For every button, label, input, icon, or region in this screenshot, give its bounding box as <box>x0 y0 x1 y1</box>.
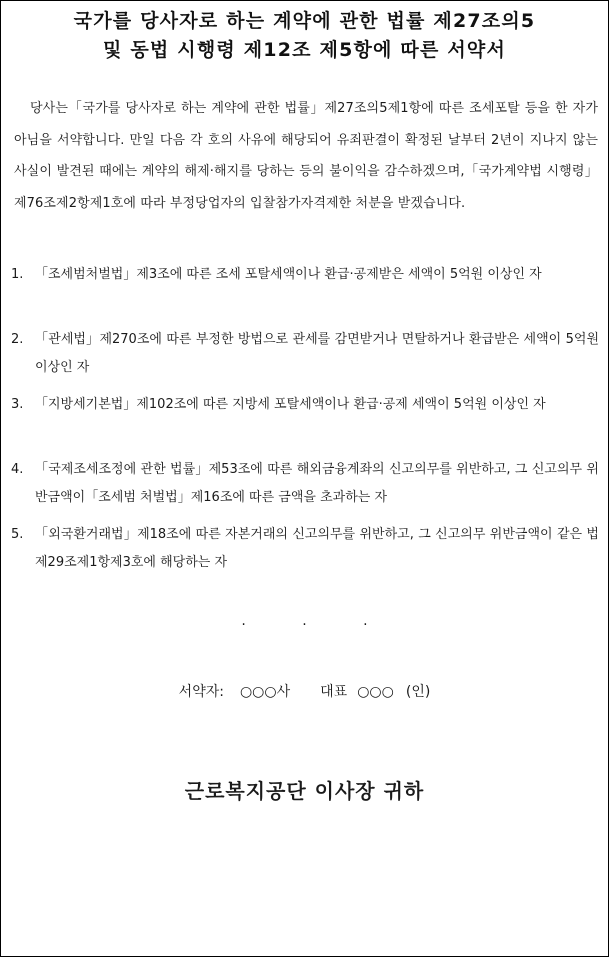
item-number: 4. <box>11 462 24 477</box>
item-number: 1. <box>11 267 24 282</box>
item-number: 3. <box>11 397 24 412</box>
title-line-1: 국가를 당사자로 하는 계약에 관한 법률 제27조의5 <box>73 10 536 32</box>
date-placeholder: . . . <box>241 613 394 629</box>
list-item <box>11 391 599 447</box>
document-title <box>1 7 608 65</box>
representative-name: ○○○ <box>357 684 394 700</box>
title-line-2: 및 동법 시행령 제12조 제5항에 따른 서약서 <box>102 39 506 61</box>
item-number: 5. <box>11 527 24 542</box>
list-item <box>11 326 599 382</box>
representative-label: 대표 <box>320 684 348 700</box>
intro-paragraph: 당사는「국가를 당사자로 하는 계약에 관한 법률」제27조의5제1항에 따른 조세포탈 등을 한 자가 아님을 서약합니다. 만일 다음 각 호의 사유에 해당되어 유죄판결이 확정된 날부터 2년이 지나지 않는 사실이 발견된 때에는 계약의 해제·해지를 당하는 등의 불이익을 감수하겠으며,「국가계약법 시행령」제76조제2항제1호에 따라 부정당업자의 입찰참가자격제한 처분을 받겠습니다. <box>14 101 598 211</box>
item-text: 「관세법」제270조에 따른 부정한 방법으로 관세를 감면받거나 면탈하거나 환급받은 세액이 5억원 이상인 자 <box>35 332 599 375</box>
item-number: 2. <box>11 332 24 347</box>
item-text: 「외국환거래법」제18조에 따른 자본거래의 신고의무를 위반하고, 그 신고의무 위반금액이 같은 법 제29조제1항제3호에 해당하는 자 <box>35 527 599 570</box>
signatory-label: 서약자: <box>178 684 224 700</box>
seal-mark: (인) <box>405 684 431 700</box>
item-text: 「지방세기본법」제102조에 따른 지방세 포탈세액이나 환급·공제 세액이 5억원 이상인 자 <box>35 397 546 412</box>
addressee: 근로복지공단 이사장 귀하 <box>184 779 425 803</box>
company-name: ○○○사 <box>239 684 291 700</box>
list-item <box>11 456 599 512</box>
list-item <box>11 261 599 317</box>
signature-line <box>1 681 608 701</box>
list-item <box>11 521 599 577</box>
item-text: 「조세범처벌법」제3조에 따른 조세 포탈세액이나 환급·공제받은 세액이 5억원 이상인 자 <box>35 267 542 282</box>
clause-list <box>11 261 599 586</box>
item-text: 「국제조세조정에 관한 법률」제53조에 따른 해외금융계좌의 신고의무를 위반하고, 그 신고의무 위반금액이「조세범 처벌법」제16조에 따른 금액을 초과하는 자 <box>35 462 599 505</box>
